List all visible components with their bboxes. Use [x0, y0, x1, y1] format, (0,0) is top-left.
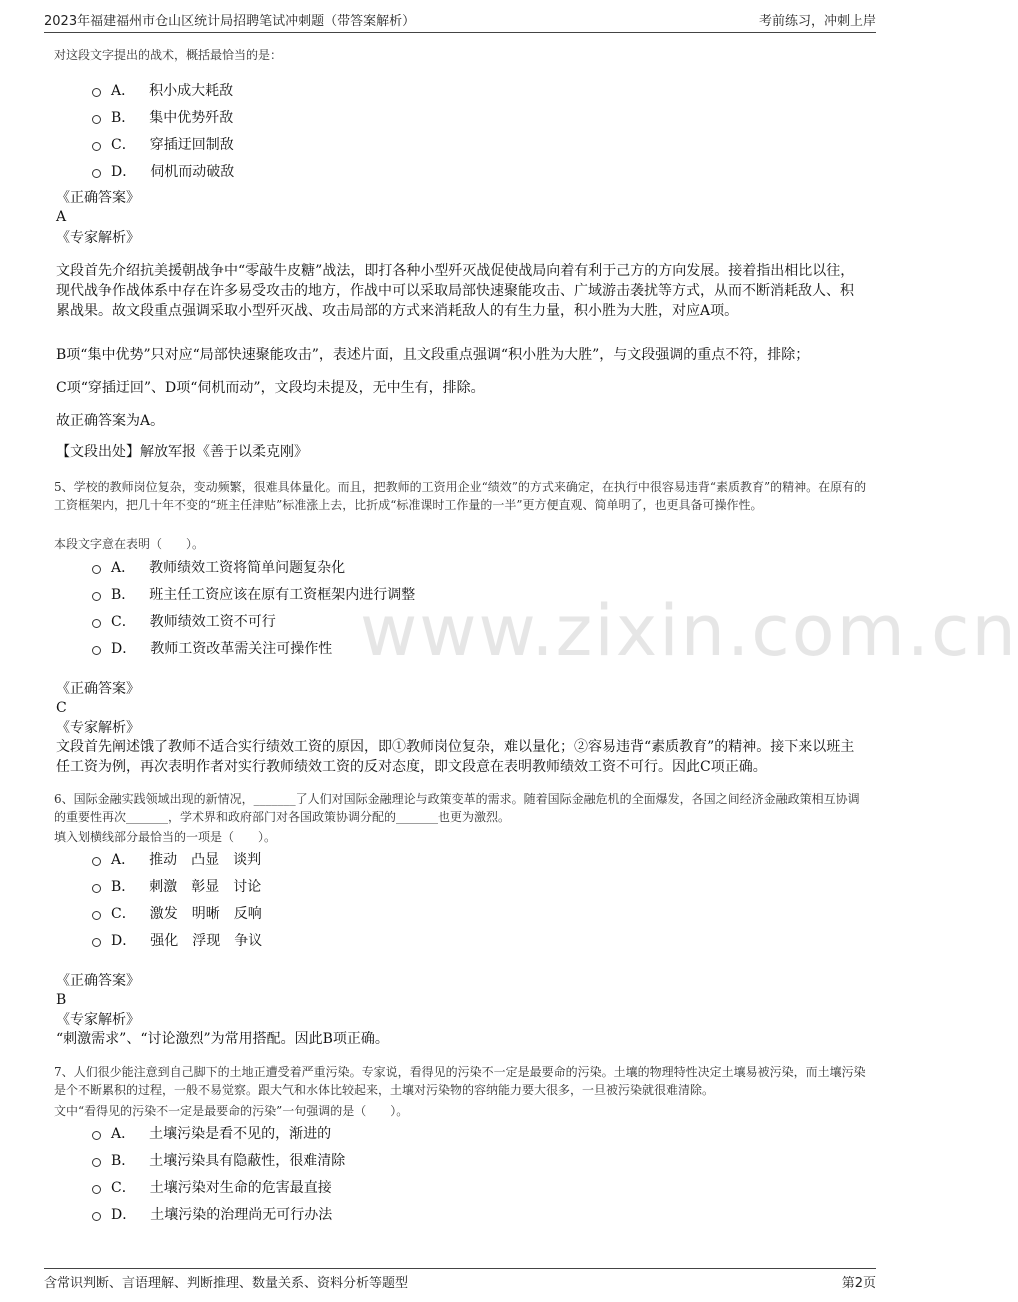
q7-prompt: 文中“看得见的污染不一定是最要命的污染”一句强调的是（ ）。	[54, 1104, 409, 1118]
q5-stem: 5、学校的教师岗位复杂，变动频繁，很难具体量化。而且，把教师的工资用企业“绩效”的方式来确定，在执行中很容易违背“素质教育”的精神。在原有的工资框架内，把几十年不变的“班主任津贴”标准涨上去，比折成“标准课时工作量的一半”更方便直观、简单明了，也更具备可操作性。	[54, 480, 867, 512]
analysis-paragraph: 文段首先阐述饿了教师不适合实行绩效工资的原因，即①教师岗位复杂，难以量化；②容易违背“素质教育”的精神。接下来以班主任工资为例，再次表明作者对实行教师绩效工资的反对态度，即文段意在表明教师绩效工资不可行。因此C项正确。	[56, 739, 855, 775]
radio-icon[interactable]	[92, 88, 101, 97]
option-text: 伺机而动破敌	[150, 164, 235, 180]
option-letter: B．	[111, 1153, 136, 1169]
radio-icon[interactable]	[92, 1158, 101, 1167]
q7-option-a[interactable]	[92, 1122, 331, 1144]
answer-label: 《正确答案》	[56, 681, 140, 697]
q4-option-a[interactable]	[92, 79, 233, 101]
option-letter: A．	[111, 560, 136, 576]
analysis-paragraph: C项“穿插迂回”、D项“伺机而动”，文段均未提及，无中生有，排除。	[56, 380, 485, 396]
radio-icon[interactable]	[92, 142, 101, 151]
analysis-paragraph: B项“集中优势”只对应“局部快速聚能攻击”，表述片面，且文段重点强调“积小胜为大胜”，与文段强调的重点不符，排除；	[56, 347, 810, 363]
radio-icon[interactable]	[92, 884, 101, 893]
radio-icon[interactable]	[92, 1212, 101, 1221]
option-text: 教师工资改革需关注可操作性	[150, 641, 333, 657]
radio-icon[interactable]	[92, 1131, 101, 1140]
option-text: 穿插迂回制敌	[149, 137, 234, 153]
q4-stem: 对这段文字提出的战术，概括最恰当的是：	[54, 48, 283, 62]
option-text: 激发 明晰 反响	[149, 906, 262, 922]
option-letter: A．	[111, 1126, 136, 1142]
option-letter: B．	[111, 879, 136, 895]
q4-option-b[interactable]	[92, 106, 233, 128]
radio-icon[interactable]	[92, 1185, 101, 1194]
header-slogan: 考前练习，冲刺上岸	[758, 14, 876, 29]
q6-prompt: 填入划横线部分最恰当的一项是（ ）。	[54, 830, 277, 844]
option-text: 土壤污染对生命的危害最直接	[149, 1180, 332, 1196]
q5-option-a[interactable]	[92, 556, 345, 578]
answer-label: 《正确答案》	[56, 190, 140, 206]
q6-option-a[interactable]	[92, 848, 261, 870]
option-letter: D．	[111, 933, 137, 949]
radio-icon[interactable]	[92, 169, 101, 178]
q7-stem: 7、人们很少能注意到自己脚下的土地正遭受着严重污染。专家说，看得见的污染不一定是最要命的污染。土壤的物理特性决定土壤易被污染，而土壤污染是个不断累积的过程，一般不易觉察。跟大气和水体比较起来，土壤对污染物的容纳能力要大很多，一旦被污染就很难清除。	[54, 1065, 866, 1097]
option-text: 教师绩效工资将简单问题复杂化	[149, 560, 346, 576]
option-text: 土壤污染的治理尚无可行办法	[150, 1207, 333, 1223]
correct-answer: A	[56, 209, 67, 225]
analysis-paragraph: 故正确答案为A。	[56, 413, 165, 429]
source-note: 【文段出处】解放军报《善于以柔克刚》	[56, 444, 308, 460]
option-letter: A．	[111, 852, 136, 868]
analysis-paragraph: “刺激需求”、“讨论激烈”为常用搭配。因此B项正确。	[56, 1031, 389, 1047]
option-text: 土壤污染是看不见的，渐进的	[149, 1126, 332, 1142]
document-title: 2023年福建福州市仓山区统计局招聘笔试冲刺题（带答案解析）	[44, 14, 416, 29]
footer-divider	[44, 1268, 876, 1269]
header-divider	[44, 32, 876, 33]
radio-icon[interactable]	[92, 115, 101, 124]
q6-option-c[interactable]	[92, 902, 262, 924]
q7-option-d[interactable]	[92, 1203, 332, 1225]
option-text: 班主任工资应该在原有工资框架内进行调整	[149, 587, 416, 603]
option-letter: C．	[111, 1180, 136, 1196]
analysis-paragraph: 文段首先介绍抗美援朝战争中“零敲牛皮糖”战法，即打各种小型歼灭战促使战局向着有利于己方的方向发展。接着指出相比以往，现代战争作战体系中存在许多易受攻击的地方，作战中可以采取局部快速聚能攻击、广域游击袭扰等方式，从而不断消耗敌人、积累战果。故文段重点强调采取小型歼灭战、攻击局部的方式来消耗敌人的有生力量，积小胜为大胜，对应A项。	[56, 263, 855, 319]
q5-option-d[interactable]	[92, 637, 332, 659]
option-letter: A．	[111, 83, 136, 99]
q5-option-c[interactable]	[92, 610, 276, 632]
option-text: 土壤污染具有隐蔽性，很难清除	[149, 1153, 346, 1169]
radio-icon[interactable]	[92, 619, 101, 628]
footer-description: 含常识判断、言语理解、判断推理、数量关系、资料分析等题型	[44, 1276, 409, 1291]
radio-icon[interactable]	[92, 938, 101, 947]
watermark: www.zixin.com.cn	[360, 590, 1018, 672]
option-letter: D．	[111, 164, 137, 180]
correct-answer: C	[56, 700, 67, 716]
analysis-label: 《专家解析》	[56, 720, 140, 736]
option-letter: C．	[111, 137, 136, 153]
option-letter: C．	[111, 906, 136, 922]
page-number: 第2页	[841, 1276, 876, 1291]
q7-option-b[interactable]	[92, 1149, 345, 1171]
answer-label: 《正确答案》	[56, 973, 140, 989]
radio-icon[interactable]	[92, 911, 101, 920]
option-letter: D．	[111, 1207, 137, 1223]
option-text: 推动 凸显 谈判	[149, 852, 262, 868]
option-text: 集中优势歼敌	[149, 110, 234, 126]
analysis-label: 《专家解析》	[56, 230, 140, 246]
option-letter: C．	[111, 614, 136, 630]
radio-icon[interactable]	[92, 857, 101, 866]
radio-icon[interactable]	[92, 592, 101, 601]
q5-prompt: 本段文字意在表明（ ）。	[54, 537, 205, 551]
q6-stem: 6、国际金融实践领域出现的新情况，_______了人们对国际金融理论与政策变革的需求。随着国际金融危机的全面爆发，各国之间经济金融政策相互协调的重要性再次_______，学术界和政府部门对各国政策协调分配的_______也更为激烈。	[54, 792, 860, 824]
q6-option-b[interactable]	[92, 875, 261, 897]
analysis-label: 《专家解析》	[56, 1012, 140, 1028]
option-text: 强化 浮现 争议	[150, 933, 263, 949]
option-letter: B．	[111, 587, 136, 603]
option-text: 积小成大耗敌	[149, 83, 234, 99]
correct-answer: B	[56, 992, 67, 1008]
q7-option-c[interactable]	[92, 1176, 332, 1198]
radio-icon[interactable]	[92, 565, 101, 574]
option-text: 刺激 彰显 讨论	[149, 879, 262, 895]
q4-option-d[interactable]	[92, 160, 234, 182]
option-letter: D．	[111, 641, 137, 657]
q5-option-b[interactable]	[92, 583, 415, 605]
radio-icon[interactable]	[92, 646, 101, 655]
q6-option-d[interactable]	[92, 929, 262, 951]
option-text: 教师绩效工资不可行	[149, 614, 276, 630]
q4-option-c[interactable]	[92, 133, 234, 155]
option-letter: B．	[111, 110, 136, 126]
